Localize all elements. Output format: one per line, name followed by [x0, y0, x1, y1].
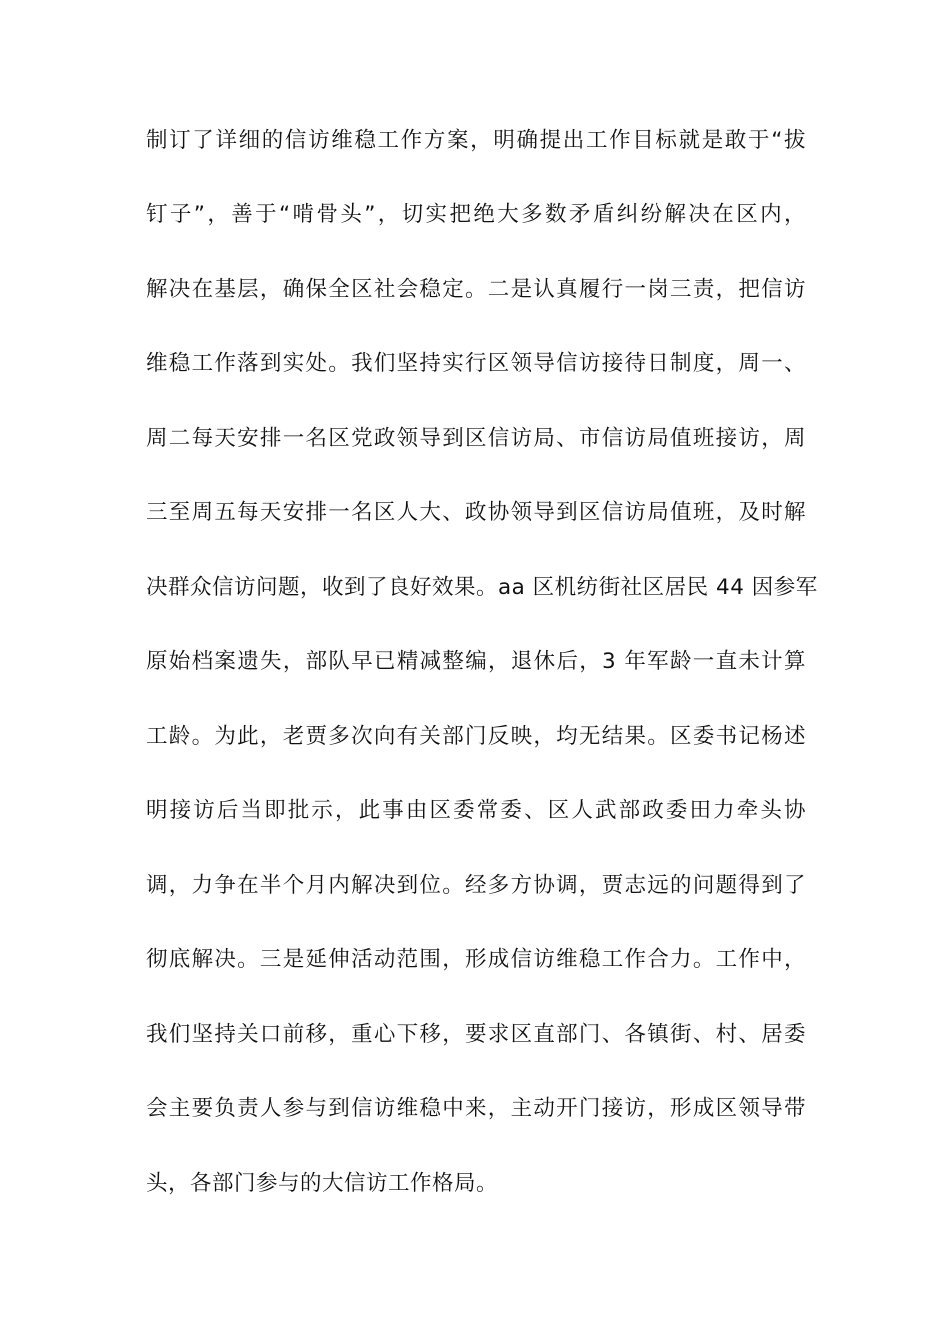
text-line-11: 调，力争在半个月内解决到位。经多方协调，贾志远的问题得到了	[146, 873, 806, 898]
text-line-2: 钉子”，善于“啃骨头”，切实把绝大多数矛盾纠纷解决在区内，	[146, 202, 806, 227]
text-line-10: 明接访后当即批示，此事由区委常委、区人武部政委田力牵头协	[146, 798, 806, 823]
text-line-15: 头，各部门参与的大信访工作格局。	[146, 1171, 499, 1196]
text-line-5: 周二每天安排一名区党政领导到区信访局、市信访局值班接访，周	[146, 426, 806, 451]
text-line-1: 制订了详细的信访维稳工作方案，明确提出工作目标就是敢于“拔	[146, 128, 806, 153]
text-line-13: 我们坚持关口前移，重心下移，要求区直部门、各镇街、村、居委	[146, 1022, 806, 1047]
text-line-6: 三至周五每天安排一名区人大、政协领导到区信访局值班，及时解	[146, 500, 806, 525]
text-line-3: 解决在基层，确保全区社会稳定。二是认真履行一岗三责，把信访	[146, 277, 806, 302]
text-line-4: 维稳工作落到实处。我们坚持实行区领导信访接待日制度，周一、	[146, 351, 806, 376]
text-line-8: 原始档案遗失，部队早已精减整编，退休后，3 年军龄一直未计算	[146, 649, 806, 674]
text-line-7: 决群众信访问题，收到了良好效果。aa 区机纺街社区居民 44 因参军	[146, 575, 818, 600]
text-line-12: 彻底解决。三是延伸活动范围，形成信访维稳工作合力。工作中，	[146, 947, 806, 972]
text-line-9: 工龄。为此，老贾多次向有关部门反映，均无结果。区委书记杨述	[146, 724, 806, 749]
text-line-14: 会主要负责人参与到信访维稳中来，主动开门接访，形成区领导带	[146, 1096, 806, 1121]
